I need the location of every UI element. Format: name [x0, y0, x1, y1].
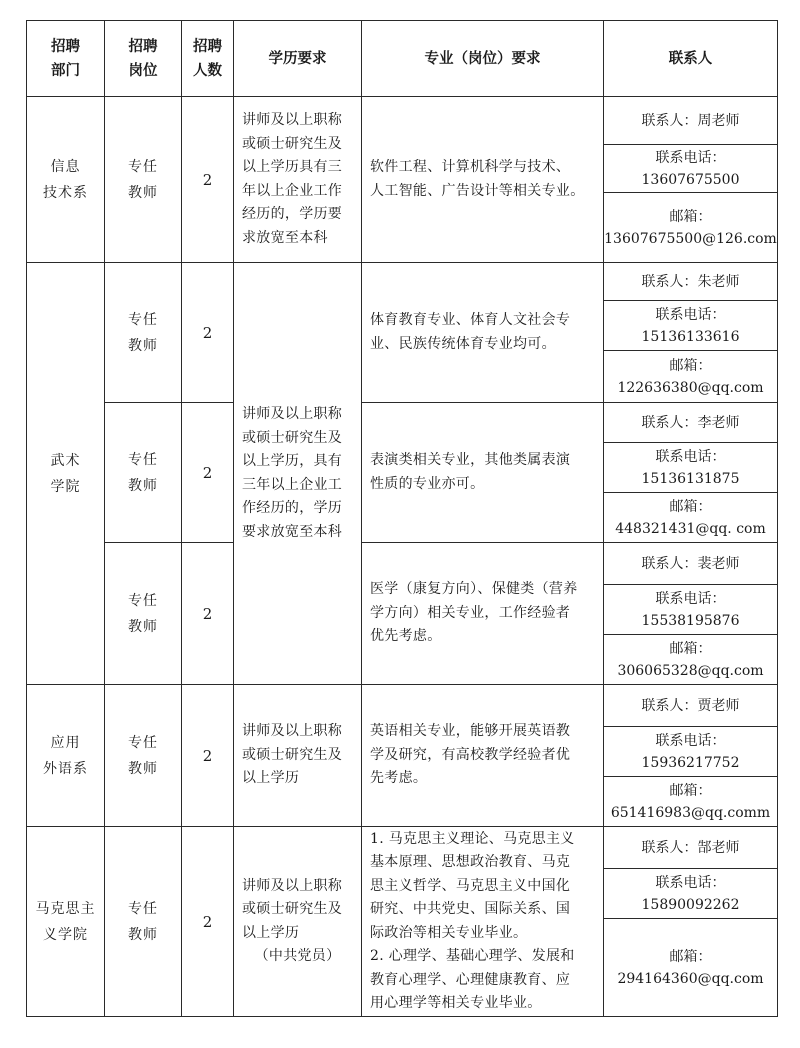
- contact-name: 联系人：李老师: [604, 403, 778, 443]
- position-cell: 专任 教师: [105, 827, 182, 1017]
- major-cell: 1. 马克思主义理论、马克思主义 基本原理、思想政治教育、马克 思主义哲学、马克思主义中国化 研究、中共党史、国际关系、国 际政治等相关专业毕业。 2. 心理学、基础心理学、发展和 教育心理学、心理健康教育、应 用心理学等相关专业毕业。: [362, 827, 604, 1017]
- count-cell: 2: [182, 685, 234, 827]
- contact-email: 邮箱： 122636380@qq.com: [604, 351, 778, 403]
- table-row: [27, 263, 778, 301]
- contact-phone: 联系电话： 15136133616: [604, 301, 778, 351]
- education-cell: 讲师及以上职称 或硕士研究生及 以上学历 （中共党员）: [234, 827, 362, 1017]
- contact-name: 联系人：裴老师: [604, 543, 778, 585]
- dept-cell: 马克思主 义学院: [27, 827, 105, 1017]
- count-cell: 2: [182, 263, 234, 403]
- dept-cell: 信息 技术系: [27, 97, 105, 263]
- contact-phone: 联系电话： 15936217752: [604, 727, 778, 777]
- table-row: [27, 403, 778, 443]
- count-cell: 2: [182, 827, 234, 1017]
- header-count: 招聘 人数: [182, 21, 234, 97]
- major-cell: 体育教育专业、体育人文社会专 业、民族传统体育专业均可。: [362, 263, 604, 403]
- education-cell: 讲师及以上职称 或硕士研究生及 以上学历: [234, 685, 362, 827]
- table-row: [27, 97, 778, 145]
- table-row: [27, 543, 778, 585]
- dept-cell: 武术 学院: [27, 263, 105, 685]
- contact-phone: 联系电话： 15890092262: [604, 869, 778, 919]
- table-row: [27, 827, 778, 869]
- education-cell: 讲师及以上职称 或硕士研究生及 以上学历具有三 年以上企业工作 经历的，学历要 求放宽至本科: [234, 97, 362, 263]
- major-cell: 医学（康复方向）、保健类（营养 学方向）相关专业，工作经验者 优先考虑。: [362, 543, 604, 685]
- contact-name: 联系人：周老师: [604, 97, 778, 145]
- contact-name: 联系人：贾老师: [604, 685, 778, 727]
- dept-cell: 应用 外语系: [27, 685, 105, 827]
- header-major: 专业（岗位）要求: [362, 21, 604, 97]
- header-education: 学历要求: [234, 21, 362, 97]
- contact-email: 邮箱： 448321431@qq. com: [604, 493, 778, 543]
- table-row: [27, 685, 778, 727]
- contact-email: 邮箱： 651416983@qq.comm: [604, 777, 778, 827]
- contact-phone: 联系电话： 13607675500: [604, 145, 778, 193]
- recruitment-table: [26, 20, 778, 1017]
- contact-name: 联系人：郜老师: [604, 827, 778, 869]
- header-contact: 联系人: [604, 21, 778, 97]
- header-row: [27, 21, 778, 97]
- position-cell: 专任 教师: [105, 543, 182, 685]
- position-cell: 专任 教师: [105, 685, 182, 827]
- position-cell: 专任 教师: [105, 97, 182, 263]
- contact-phone: 联系电话： 15136131875: [604, 443, 778, 493]
- count-cell: 2: [182, 543, 234, 685]
- major-cell: 表演类相关专业，其他类属表演 性质的专业亦可。: [362, 403, 604, 543]
- contact-email: 邮箱： 306065328@qq.com: [604, 635, 778, 685]
- contact-phone: 联系电话： 15538195876: [604, 585, 778, 635]
- count-cell: 2: [182, 97, 234, 263]
- contact-email: 邮箱： 294164360@qq.com: [604, 919, 778, 1017]
- major-cell: 软件工程、计算机科学与技术、 人工智能、广告设计等相关专业。: [362, 97, 604, 263]
- major-cell: 英语相关专业，能够开展英语教 学及研究，有高校教学经验者优 先考虑。: [362, 685, 604, 827]
- education-cell: 讲师及以上职称 或硕士研究生及 以上学历，具有 三年以上企业工 作经历的，学历 要求放宽至本科: [234, 263, 362, 685]
- header-dept: 招聘 部门: [27, 21, 105, 97]
- contact-email: 邮箱： 13607675500@126.com: [604, 193, 778, 263]
- position-cell: 专任 教师: [105, 263, 182, 403]
- header-position: 招聘 岗位: [105, 21, 182, 97]
- count-cell: 2: [182, 403, 234, 543]
- position-cell: 专任 教师: [105, 403, 182, 543]
- contact-name: 联系人：朱老师: [604, 263, 778, 301]
